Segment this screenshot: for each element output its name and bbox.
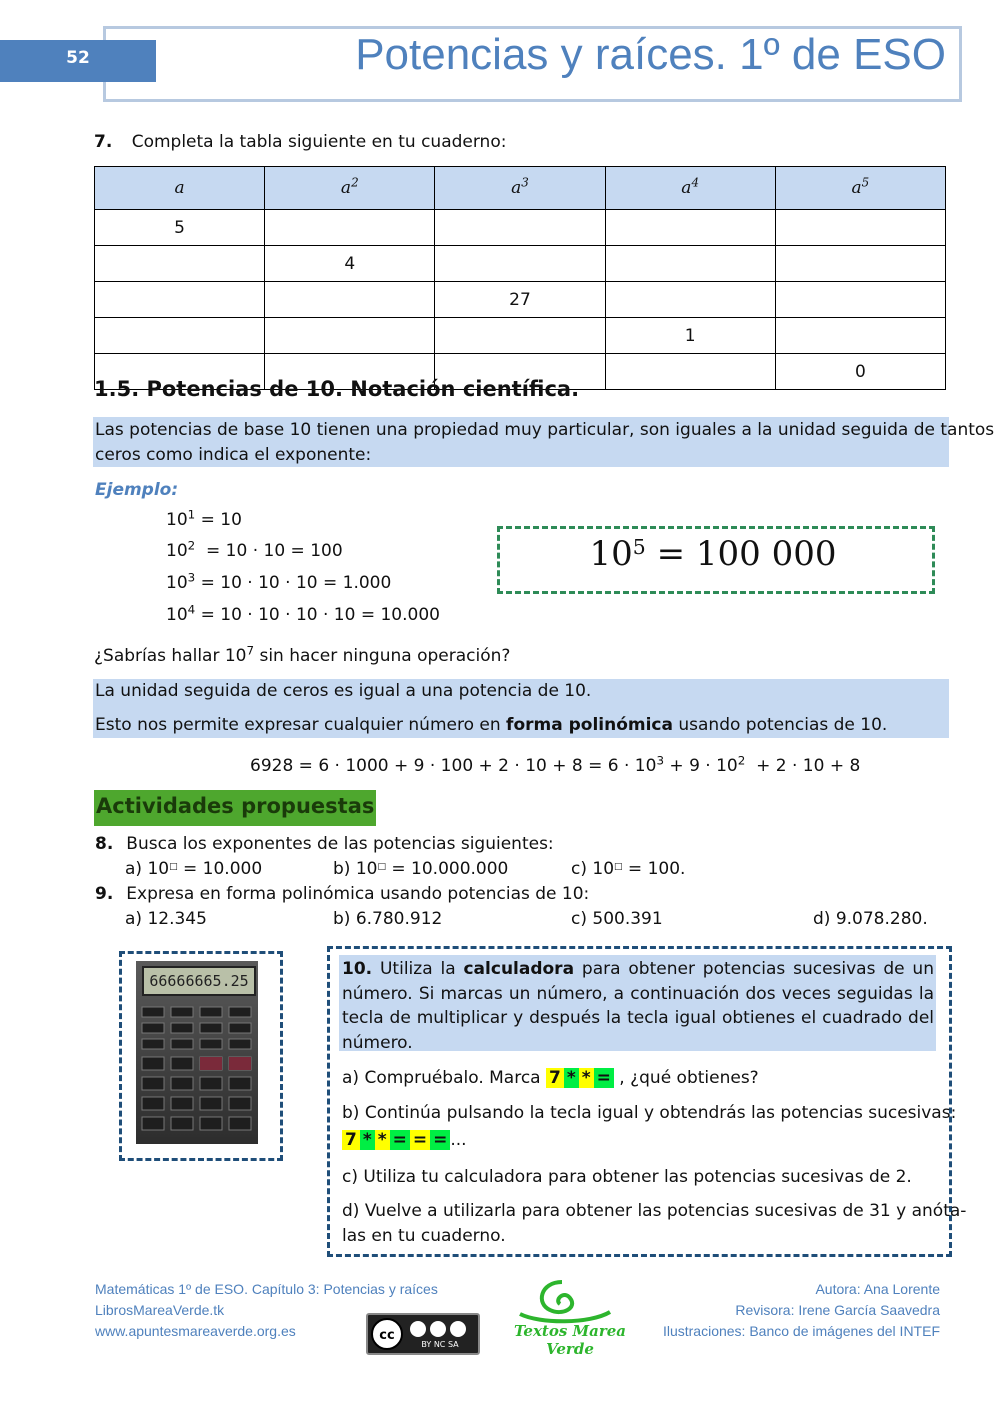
calculator-image — [136, 961, 258, 1144]
table-cell[interactable] — [435, 318, 605, 354]
example-line: $10^4 = 10 \cdot 10 \cdot 10 \cdot 10 = 10.000$ — [166, 602, 440, 625]
q7-number: 7. — [94, 132, 113, 152]
activities-heading: Actividades propuestas — [94, 790, 376, 826]
footer-link-apuntes[interactable]: www.apuntesmareaverde.org.es — [95, 1323, 296, 1339]
q10-c: c) Utiliza tu calculadora para obtener las potencias sucesivas de 2. — [342, 1167, 912, 1187]
cc-license-badge — [366, 1313, 480, 1355]
q10-a: a) Compruébalo. Marca 7 * * = , ¿qué obtienes? — [342, 1068, 759, 1088]
q10-text: 10. Utiliza la calculadora para obtener potencias sucesivas de un número. Si marcas un número, a continuación dos veces seguidas la tecla de multiplicar y después la tecla igual obtienes el cuadrado del número. — [342, 959, 934, 1053]
footer-author: Autora: Ana Lorente — [815, 1281, 940, 1297]
calculator-display: 66666665.25 — [142, 966, 256, 996]
example-line: $10^3 = 10 \cdot 10 \cdot 10 = 1.000$ — [166, 570, 392, 593]
marea-verde-logo — [500, 1278, 640, 1358]
key-7: 7 — [546, 1068, 564, 1088]
table-cell[interactable] — [95, 282, 265, 318]
example-line: $10^2 = 10 \cdot 10 = 100$ — [166, 538, 343, 561]
key-multiply: * — [375, 1130, 390, 1150]
table-cell[interactable] — [605, 282, 775, 318]
q8-c: c) 10□ = 100. — [571, 859, 686, 879]
key-multiply: * — [579, 1068, 594, 1088]
table-cell[interactable] — [265, 282, 435, 318]
footer-illustrations: Ilustraciones: Banco de imágenes del INTEF — [662, 1323, 940, 1339]
q9-a: a) 12.345 — [125, 909, 207, 929]
table-row — [95, 318, 946, 354]
definition-line-2: ceros como indica el exponente: — [95, 445, 372, 465]
key-multiply: * — [360, 1130, 375, 1150]
definition-line-1: Las potencias de base 10 tienen una propiedad muy particular, son iguales a la unidad seguida de tantos — [95, 420, 995, 440]
key-equals: = — [390, 1130, 410, 1150]
table-cell[interactable] — [265, 318, 435, 354]
table-cell[interactable] — [95, 318, 265, 354]
key-multiply: * — [564, 1068, 579, 1088]
table-header-cell: $a^2$ — [265, 167, 435, 210]
q10-d-line2: las en tu cuaderno. — [342, 1226, 506, 1246]
calculator-keys-icon — [136, 1001, 258, 1141]
section-heading: 1.5. Potencias de 10. Notación científica. — [94, 377, 580, 401]
table-cell[interactable] — [775, 318, 945, 354]
table-cell[interactable] — [605, 354, 775, 390]
svg-text:cc: cc — [379, 1328, 395, 1343]
table-cell[interactable] — [95, 246, 265, 282]
q8-b: b) 10□ = 10.000.000 — [333, 859, 509, 879]
table-cell[interactable] — [775, 210, 945, 246]
table-row — [95, 282, 946, 318]
table-header-row — [95, 167, 946, 210]
table-cell[interactable]: 1 — [605, 318, 775, 354]
table-cell[interactable] — [265, 210, 435, 246]
note-line-2: Esto nos permite expresar cualquier número en forma polinómica usando potencias de 10. — [95, 715, 888, 735]
note-line-1: La unidad seguida de ceros es igual a una potencia de 10. — [95, 681, 592, 701]
key-equals: = — [410, 1130, 430, 1150]
q9-prompt: 9. Expresa en forma polinómica usando potencias de 10: — [95, 884, 590, 904]
logo-text: Textos Marea Verde — [513, 1322, 627, 1358]
table-header-cell: $a^4$ — [605, 167, 775, 210]
table-row — [95, 246, 946, 282]
q10-b-line2: 7 * * = = = ... — [342, 1130, 467, 1150]
q9-c: c) 500.391 — [571, 909, 663, 929]
q7-prompt — [94, 132, 506, 152]
q10-d-line1: d) Vuelve a utilizarla para obtener las potencias sucesivas de 31 y anóta- — [342, 1201, 967, 1221]
table-cell[interactable] — [435, 246, 605, 282]
table-cell[interactable]: 5 — [95, 210, 265, 246]
q7-text: Completa la tabla siguiente en tu cuaderno: — [131, 132, 507, 152]
footer-reviewer: Revisora: Irene García Saavedra — [735, 1302, 940, 1318]
q8-prompt: 8. Busca los exponentes de las potencias siguientes: — [95, 834, 554, 854]
table-row — [95, 210, 946, 246]
example-line: $10^1 = 10$ — [166, 507, 242, 530]
table-header-cell: a — [95, 167, 265, 210]
q10-b-line1: b) Continúa pulsando la tecla igual y obtendrás las potencias sucesivas: — [342, 1103, 957, 1123]
table-cell[interactable] — [605, 246, 775, 282]
table-cell[interactable] — [605, 210, 775, 246]
q8-a: a) 10□ = 10.000 — [125, 859, 263, 879]
polynomial-formula: $6928 = 6 \cdot 1000 + 9 \cdot 100 + 2 \cdot 10 + 8 = 6 \cdot 10^3 + 9 \cdot 10^2 + 2 \cdot 10 + 8$ — [250, 753, 861, 776]
question-10-7: ¿Sabrías hallar $10^7$ sin hacer ninguna operación? — [94, 643, 511, 666]
key-equals: = — [594, 1068, 614, 1088]
table-header-cell: $a^5$ — [775, 167, 945, 210]
q9-b: b) 6.780.912 — [333, 909, 443, 929]
page-number: 52 — [66, 48, 90, 68]
table-cell[interactable]: 0 — [775, 354, 945, 390]
key-7: 7 — [342, 1130, 360, 1150]
highlight-formula: $10^5 = 100$ 000 — [589, 534, 837, 574]
q9-d: d) 9.078.280. — [813, 909, 928, 929]
table-header-cell: $a^3$ — [435, 167, 605, 210]
footer-link-libros[interactable]: LibrosMareaVerde.tk — [95, 1302, 225, 1318]
page-title: Potencias y raíces. 1º de ESO — [355, 30, 946, 79]
cc-label: BY NC SA — [421, 1340, 459, 1349]
table-cell[interactable] — [775, 246, 945, 282]
footer-book-title: Matemáticas 1º de ESO. Capítulo 3: Potencias y raíces — [95, 1281, 438, 1297]
example-label: Ejemplo: — [95, 480, 179, 500]
table-cell[interactable]: 4 — [265, 246, 435, 282]
table-cell[interactable] — [435, 210, 605, 246]
table-cell[interactable] — [775, 282, 945, 318]
table-cell[interactable]: 27 — [435, 282, 605, 318]
key-equals: = — [430, 1130, 450, 1150]
powers-table — [94, 166, 946, 390]
